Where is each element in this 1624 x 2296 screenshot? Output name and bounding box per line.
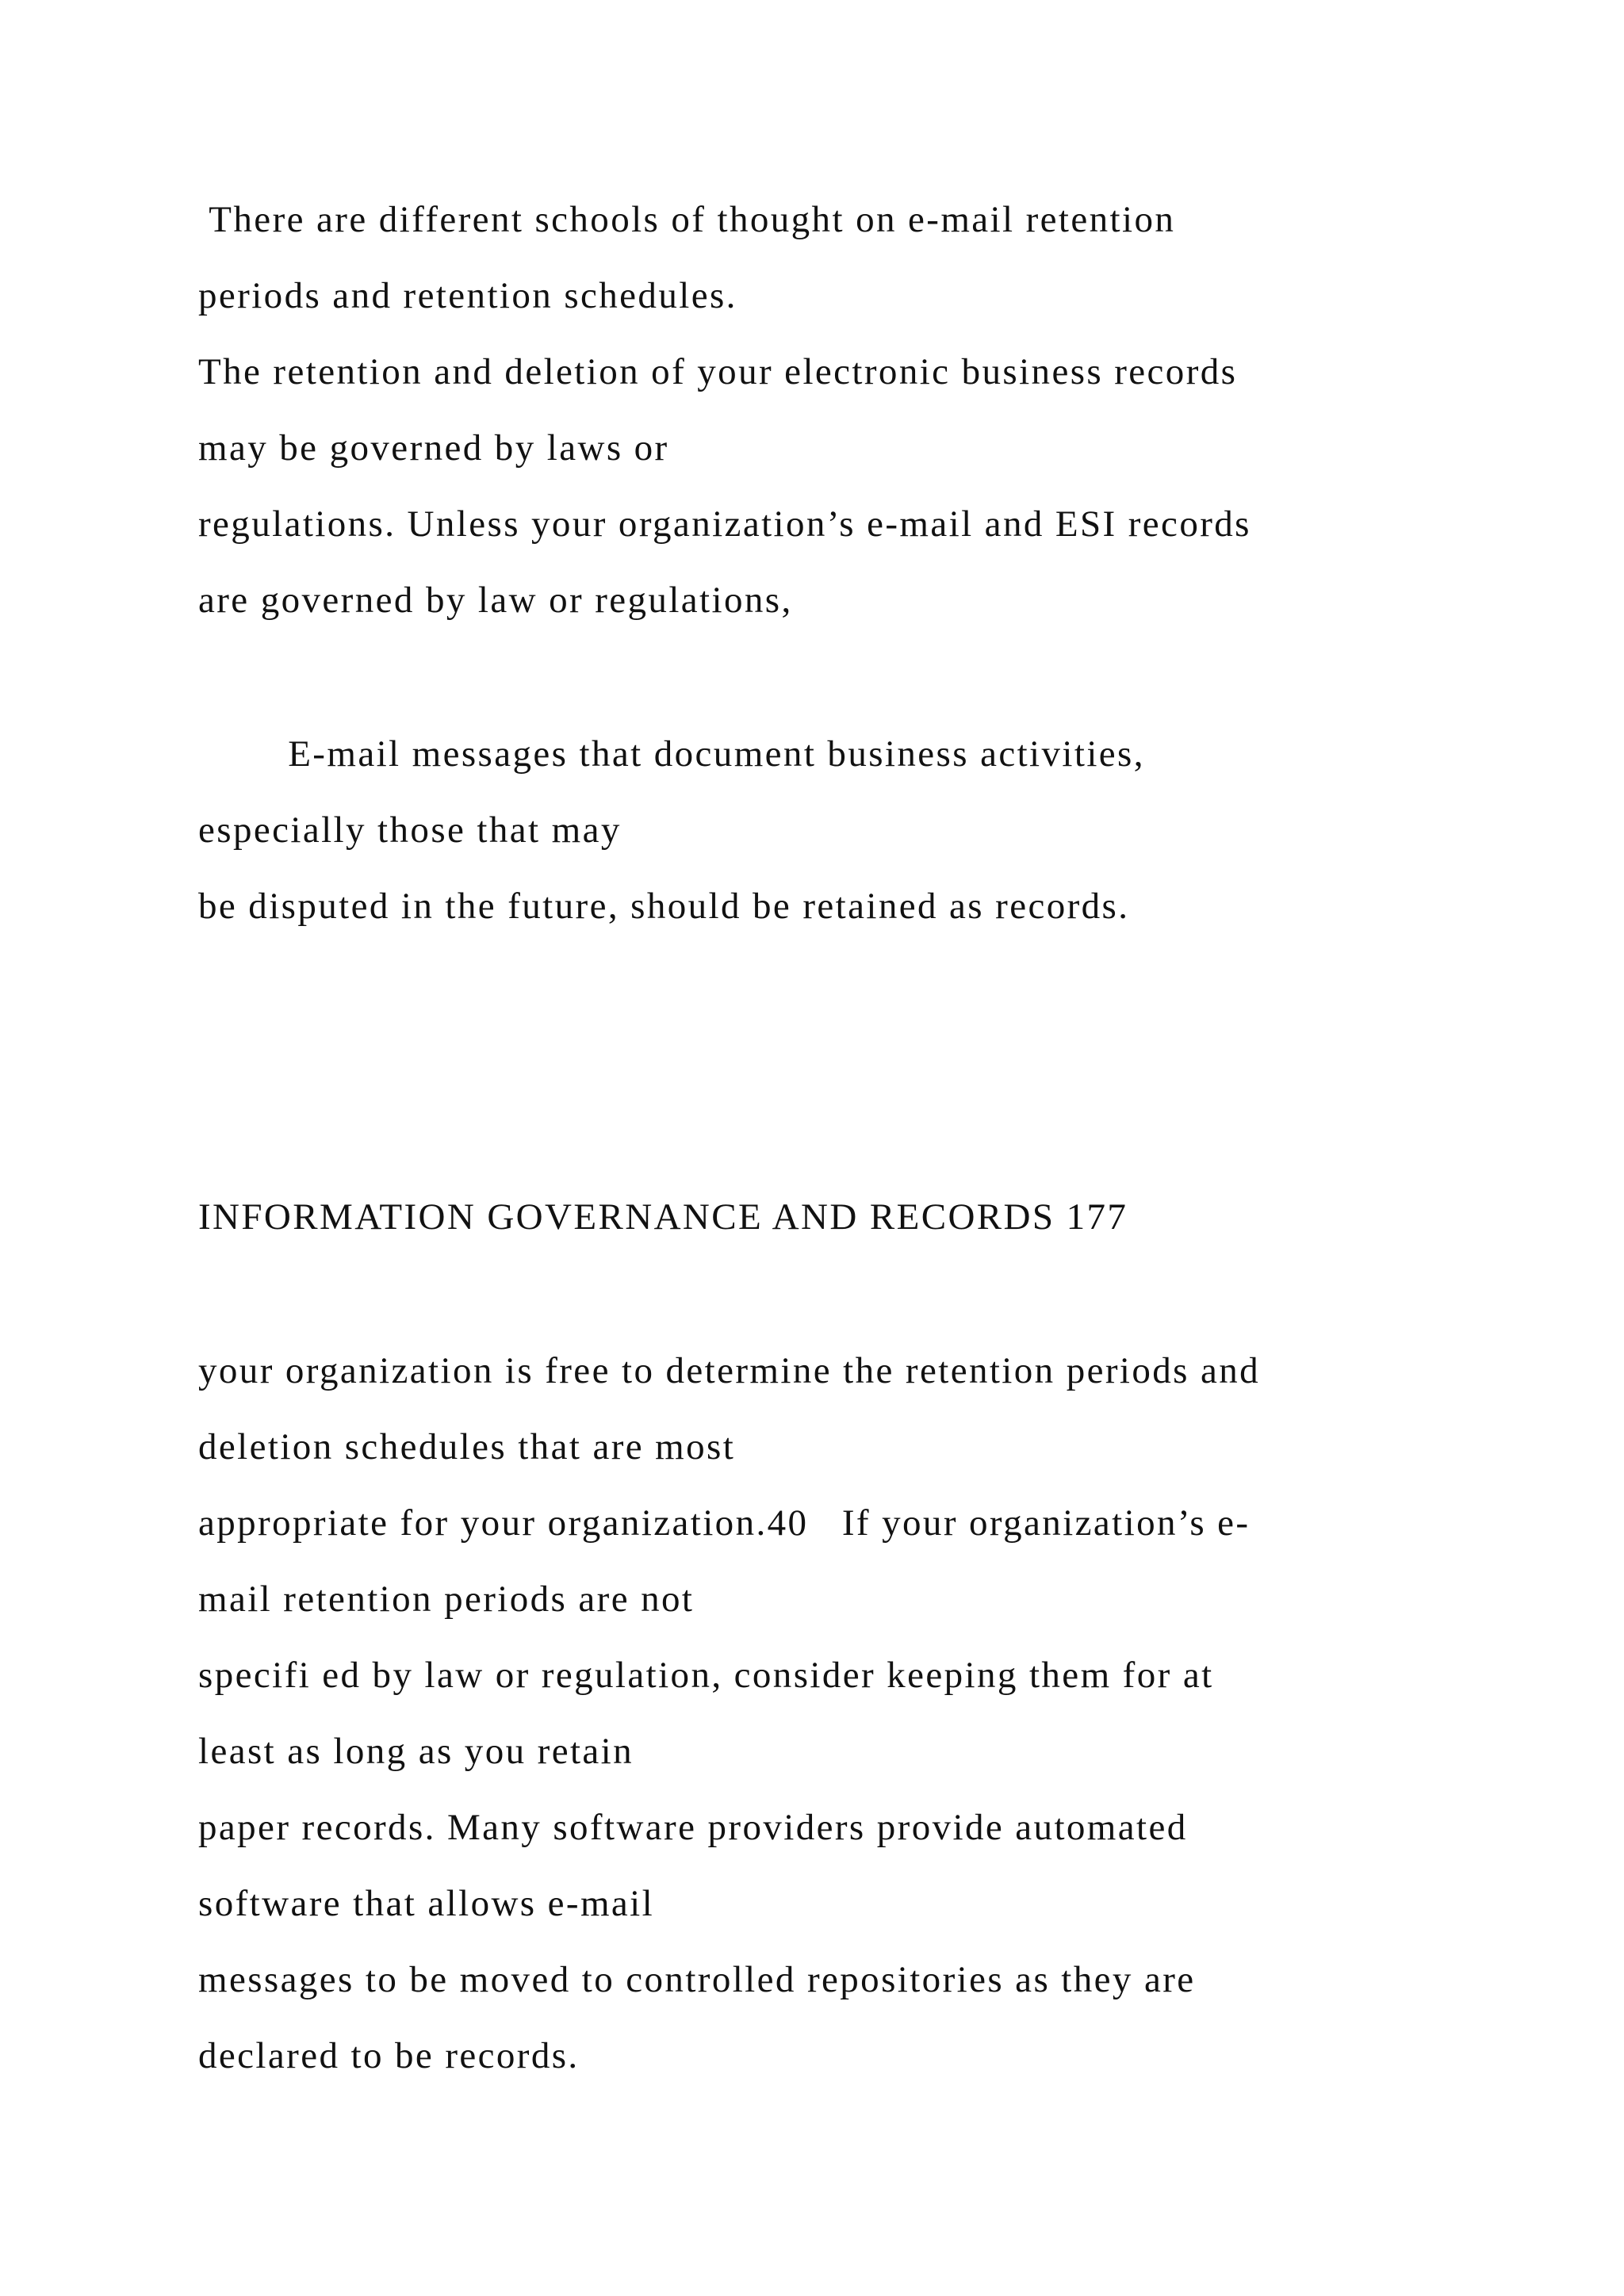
text-line: least as long as you retain [198, 1731, 634, 1772]
text-line: especially those that may [198, 809, 622, 851]
text-line: regulations. Unless your organization’s e-mail and ESI records [198, 503, 1251, 545]
text-line: paper records. Many software providers provide automated [198, 1807, 1188, 1848]
text-line: mail retention periods are not [198, 1578, 695, 1620]
text-line: be disputed in the future, should be retained as records. [198, 886, 1130, 927]
text-line: messages to be moved to controlled repositories as they are [198, 1959, 1196, 2000]
text-line: are governed by law or regulations, [198, 580, 793, 621]
text-line: The retention and deletion of your electronic business records [198, 351, 1238, 392]
text-line: declared to be records. [198, 2035, 580, 2076]
text-line: may be governed by laws or [198, 427, 669, 469]
text-line: E-mail messages that document business activities, [198, 733, 1145, 775]
text-line: your organization is free to determine the retention periods and [198, 1350, 1261, 1391]
text-line: periods and retention schedules. [198, 275, 737, 316]
text-line: deletion schedules that are most [198, 1426, 736, 1468]
text-line: appropriate for your organization.40 If your organization’s e- [198, 1502, 1251, 1544]
running-header: INFORMATION GOVERNANCE AND RECORDS 177 [198, 1196, 1128, 1238]
text-line: specifi ed by law or regulation, consider keeping them for at [198, 1655, 1214, 1696]
text-line: software that allows e-mail [198, 1883, 655, 1924]
text-line: There are different schools of thought on e-mail retention [198, 199, 1176, 240]
